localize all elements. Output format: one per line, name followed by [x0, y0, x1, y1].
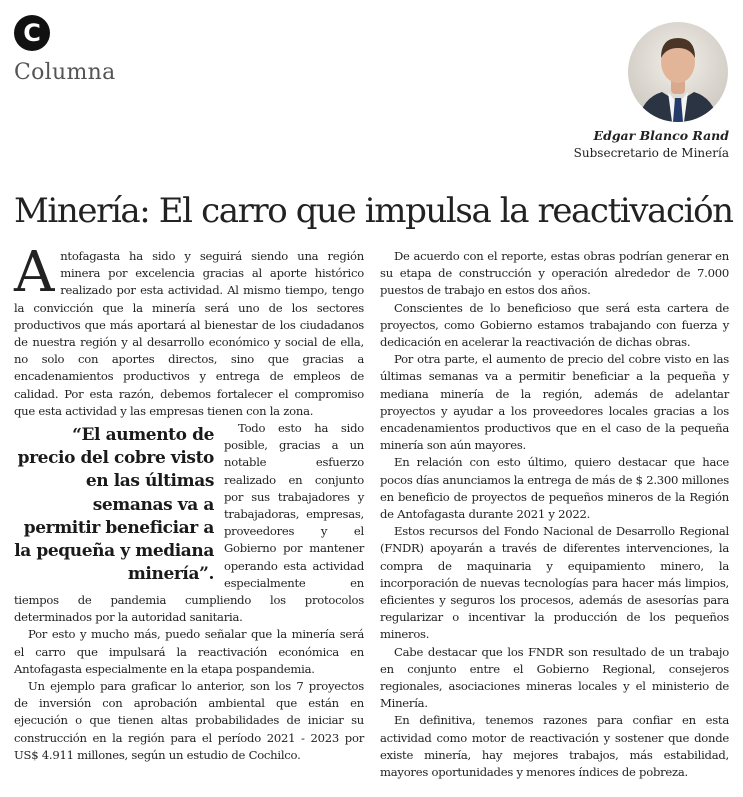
article-paragraph: Estos recursos del Fondo Nacional de Desarrollo Regional (FNDR) apoyarán a través de diferentes intervenciones, la compra de maquinaria y equipamiento minero, la incorporación de nuevas tecnologías para hacer más limpios, eficientes y seguros los procesos, además de asesorías para regularizar o incentivar la producción de los pequeños mineros. — [380, 524, 729, 642]
article-column-right — [380, 248, 729, 781]
paragraph-text: ntofagasta ha sido y seguirá siendo una región minera por excelencia gracias al aporte histórico realizado por esta actividad. Al mismo tiempo, tengo la convicción que la minería será uno de los sectores productivos que más aportará al bienestar de los ciudadanos de nuestra región y al desarrollo económico y social de ella, no solo con aportes directos, sino que gracias a encadenamientos productivos y entrega de empleos de calidad. Por esta razón, debemos fortalecer el compromiso que esta actividad y las empresas tienen con la zona. — [14, 249, 364, 418]
author-photo — [628, 22, 728, 122]
author-name: Edgar Blanco Rand — [593, 128, 729, 143]
article-paragraph: Conscientes de lo beneficioso que será esta cartera de proyectos, como Gobierno estamos trabajando con fuerza y dedicación en acelerar la reactivación de dichas obras. — [380, 300, 729, 350]
article-paragraph: Por otra parte, el aumento de precio del cobre visto en las últimas semanas va a permitir beneficiar a la pequeña y mediana minería de la región, además de adelantar proyectos y ayudar a los proveedores locales gracias a los encadenamientos productivos que en el caso de la pequeña minería son aún mayores. — [380, 352, 729, 453]
headline: Minería: El carro que impulsa la reactivación — [14, 191, 733, 231]
author-role: Subsecretario de Minería — [573, 146, 729, 160]
article-paragraph: Por esto y mucho más, puedo señalar que la minería será el carro que impulsará la reactivación económica en Antofagasta especialmente en la etapa pospandemia. — [14, 627, 364, 676]
pull-quote: “El aumento de precio del cobre visto en las últimas semanas va a permitir beneficiar a la pequeña y mediana minería”. — [14, 425, 214, 585]
drop-cap: A — [14, 240, 55, 305]
article-paragraph: Todo esto ha sido posible, gracias a un notable esfuerzo realizado en conjunto por sus trabajadores y trabajadoras, empresas, proveedores y el Gobierno por mantener operando esta actividad especialmente en tiempos de pandemia cumpliendo los protocolos determinados por la autoridad sanitaria. — [14, 421, 364, 625]
section-label: Columna — [14, 60, 116, 85]
article-paragraph — [14, 240, 364, 420]
article-column-left — [14, 240, 364, 764]
column-logo-icon: C — [14, 15, 50, 51]
article-paragraph: En definitiva, tenemos razones para confiar en esta actividad como motor de reactivación y sostener que donde existe minería, hay mejores trabajos, más estabilidad, mayores oportunidades y menores índices de pobreza. — [380, 713, 729, 780]
article-paragraph: Cabe destacar que los FNDR son resultado de un trabajo en conjunto entre el Gobierno Regional, consejeros regionales, asociaciones mineras locales y el ministerio de Minería. — [380, 644, 729, 711]
article-paragraph: De acuerdo con el reporte, estas obras podrían generar en su etapa de construcción y operación alrededor de 7.000 puestos de trabajo en estos dos años. — [380, 249, 729, 298]
article-paragraph: En relación con esto último, quiero destacar que hace pocos días anunciamos la entrega de más de $ 2.300 millones en beneficio de proyectos de pequeños mineros de la Región de Antofagasta durante 2021 y 2022. — [380, 455, 729, 522]
article-paragraph: Un ejemplo para graficar lo anterior, son los 7 proyectos de inversión con aprobación ambiental que están en ejecución o que tienen altas probabilidades de iniciar su construcción en la región para el período 2021 - 2023 por US$ 4.911 millones, según un estudio de Cochilco. — [14, 679, 364, 762]
